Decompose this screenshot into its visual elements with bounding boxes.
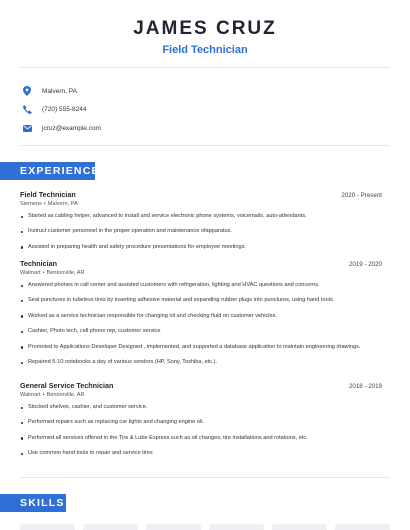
list-item: Repaired 5-10 notebooks a day of various vendors (HP, Sony, Toshiba, etc.). [20,359,382,367]
company-name: Walmart [20,270,41,276]
company-name: Walmart [20,392,41,398]
list-item: Worked as a service technician responsible for changing oil and checking fluid on customer vehicles. [20,313,382,321]
contact-phone [20,101,390,119]
envelope-icon [22,123,32,133]
list-item: Answered phones in call center and assisted customers with refrigeration, lighting and HVAC questions and concerns. [20,282,382,290]
list-item: Performed all services offered in the Tire & Lube Express such as oil changes, tire installations and rotations, etc. [20,435,382,443]
list-item: Started as cabling helper, advanced to install and service electronic phone systems, voicemails, auto-attendants. [20,213,382,221]
job-company-line: Siemens • Malvern, PA [20,201,78,207]
job-dates: 2018 - 2019 [348,383,382,390]
job-company-line: Walmart • Bentonville, AR [20,392,85,398]
location-text: Malvern, PA [42,87,77,95]
job-dates: 2020 - Present [341,192,382,199]
company-location: Malvern, PA [47,201,78,207]
candidate-title: Field Technician [162,44,248,56]
candidate-name: JAMES CRUZ [133,18,277,39]
header-divider [20,67,390,68]
list-item: Use common hand tools to repair and service tires [20,450,382,458]
job-dates: 2019 - 2020 [348,261,382,268]
list-item: Cashier, Photo tech, cell phone rep, customer service [20,328,382,336]
list-item: Promoted to Applications Developer Designed , implemented, and supported a database application to maintain engineering drawings. [20,344,382,352]
skill-pill [146,524,201,530]
skill-pill [272,524,327,530]
list-item: Assisted in preparing health and safety procedure presentations for employee meetings. [20,244,382,252]
skills-section-heading: SKILLS [0,494,66,512]
job-entry [20,259,382,374]
job-title: Technician [20,259,58,268]
email-link[interactable]: jcruz@example.com [42,124,101,132]
list-item: Seal punctures in tubeless tires by inserting adhesive material and expanding rubber plugs into punctures, using hand tools. [20,297,382,305]
contact-divider [20,145,390,146]
skill-pill [209,524,264,530]
list-item: Performed repairs such as replacing car lights and changing engine oil. [20,419,382,427]
skill-pill [83,524,138,530]
job-bullets [20,282,382,367]
contact-email[interactable] [20,119,390,137]
experience-section-heading: EXPERIENCE [0,162,95,180]
skill-pill [335,524,390,530]
job-entry [20,190,382,259]
list-item: Stocked shelves, cashier, and customer service. [20,404,382,412]
company-location: Bentonville, AR [46,392,85,398]
company-name: Siemens [20,201,42,207]
contact-location [20,82,390,100]
job-entry [20,381,382,466]
company-location: Bentonville, AR [46,270,85,276]
skill-pill [20,524,75,530]
resume-header [0,18,410,56]
phone-text: (720) 555-8244 [42,106,87,113]
job-company-line: Walmart • Bentonville, AR [20,270,85,276]
map-pin-icon [22,86,32,96]
phone-icon [22,105,32,115]
job-title: General Service Technician [20,381,114,390]
job-bullets [20,404,382,458]
skills-list [20,524,390,530]
experience-divider [20,477,390,478]
contact-info [20,82,390,138]
job-bullets [20,213,382,251]
list-item: Instruct customer personnel in the proper operation and maintenance ofapparatus. [20,228,382,236]
job-title: Field Technician [20,190,76,199]
